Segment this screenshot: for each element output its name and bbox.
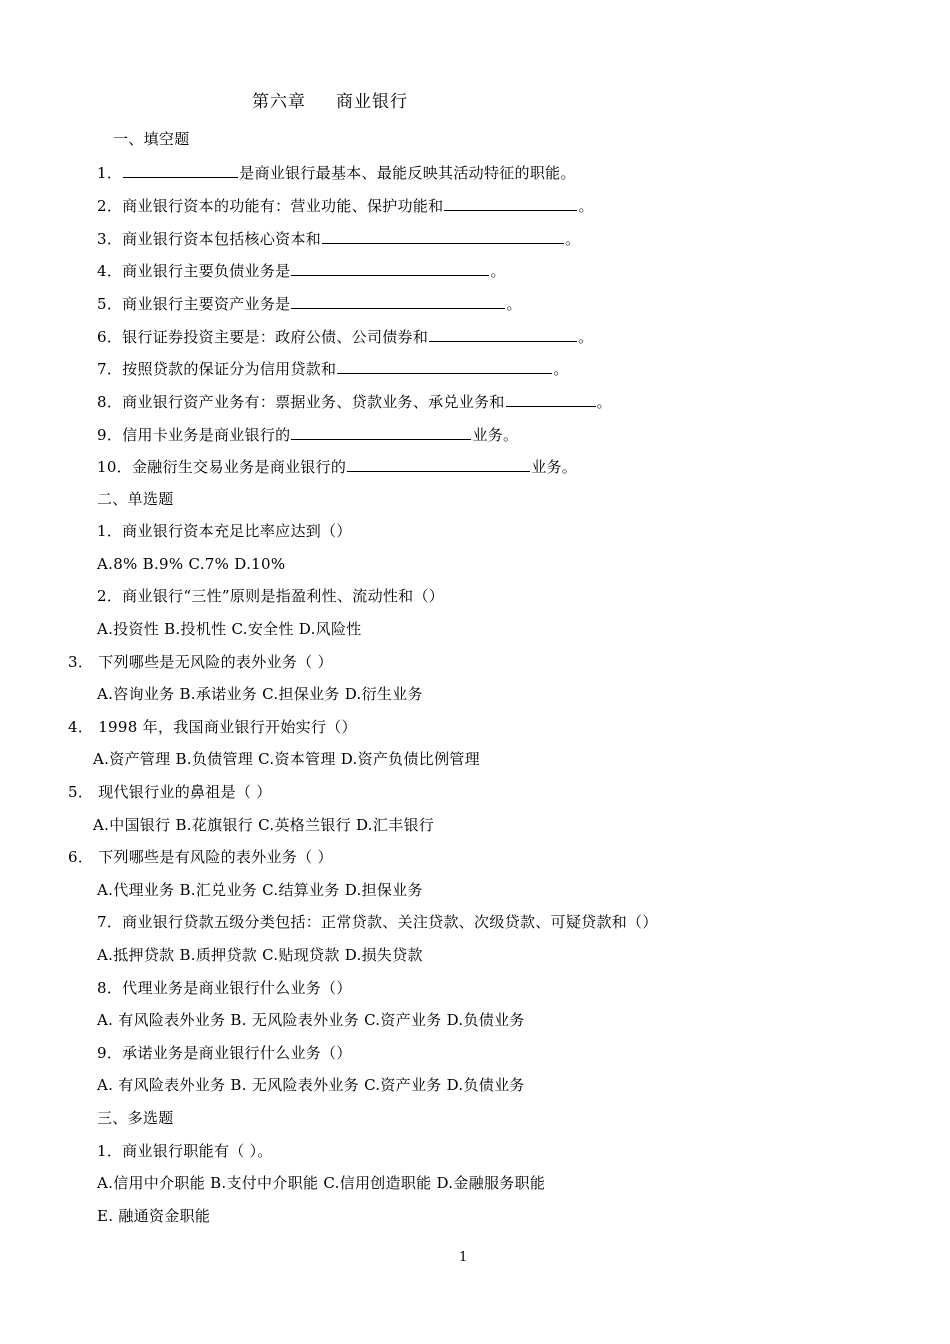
single-question-5: 5． 现代银行业的鼻祖是（ ） bbox=[68, 783, 272, 801]
answer-blank bbox=[291, 293, 505, 309]
fill-question-5: 5．商业银行主要资产业务是 。 bbox=[97, 295, 522, 313]
single-question-2: 2．商业银行“三性”原则是指盈利性、流动性和（） bbox=[97, 587, 445, 605]
fill-question-9: 9．信用卡业务是商业银行的 业务。 bbox=[97, 426, 519, 444]
answer-blank bbox=[123, 162, 238, 178]
answer-blank bbox=[506, 391, 596, 407]
page-number: 1 bbox=[459, 1250, 468, 1265]
multi-options-1: A.信用中介职能 B.支付中介职能 C.信用创造职能 D.金融服务职能 bbox=[97, 1174, 546, 1192]
fill-question-3: 3．商业银行资本包括核心资本和 。 bbox=[97, 230, 581, 248]
fill-question-7: 7．按照贷款的保证分为信用贷款和 。 bbox=[97, 360, 569, 378]
multi-question-1: 1．商业银行职能有（ ）。 bbox=[97, 1142, 273, 1160]
answer-blank bbox=[322, 228, 564, 244]
single-question-6: 6． 下列哪些是有风险的表外业务（ ） bbox=[68, 848, 333, 866]
multi-options-1-extra: E. 融通资金职能 bbox=[97, 1207, 211, 1225]
single-options-9: A. 有风险表外业务 B. 无风险表外业务 C.资产业务 D.负债业务 bbox=[97, 1076, 525, 1094]
answer-blank bbox=[444, 195, 577, 211]
answer-blank bbox=[347, 456, 530, 472]
answer-blank bbox=[291, 260, 489, 276]
single-options-7: A.抵押贷款 B.质押贷款 C.贴现贷款 D.损失贷款 bbox=[97, 946, 423, 964]
section-heading-multi: 三、多选题 bbox=[97, 1109, 174, 1127]
single-options-6: A.代理业务 B.汇兑业务 C.结算业务 D.担保业务 bbox=[97, 881, 423, 899]
section-heading-single: 二、单选题 bbox=[97, 490, 174, 508]
single-question-7: 7．商业银行贷款五级分类包括：正常贷款、关注贷款、次级贷款、可疑贷款和（） bbox=[97, 913, 658, 931]
fill-question-4: 4．商业银行主要负债业务是 。 bbox=[97, 262, 506, 280]
single-options-5: A.中国银行 B.花旗银行 C.英格兰银行 D.汇丰银行 bbox=[93, 816, 435, 834]
fill-question-1: 1． 是商业银行最基本、最能反映其活动特征的职能。 bbox=[97, 164, 576, 182]
single-question-8: 8．代理业务是商业银行什么业务（） bbox=[97, 979, 352, 997]
answer-blank bbox=[291, 424, 471, 440]
answer-blank bbox=[337, 358, 552, 374]
single-question-4: 4． 1998 年，我国商业银行开始实行（） bbox=[68, 718, 357, 736]
section-heading-fill: 一、填空题 bbox=[113, 130, 190, 148]
single-options-1: A.8% B.9% C.7% D.10% bbox=[97, 555, 286, 573]
single-question-1: 1．商业银行资本充足比率应达到（） bbox=[97, 522, 352, 540]
single-options-8: A. 有风险表外业务 B. 无风险表外业务 C.资产业务 D.负债业务 bbox=[97, 1011, 525, 1029]
single-options-3: A.咨询业务 B.承诺业务 C.担保业务 D.衍生业务 bbox=[97, 685, 423, 703]
fill-question-6: 6．银行证券投资主要是：政府公债、公司债券和 。 bbox=[97, 328, 594, 346]
single-options-4: A.资产管理 B.负债管理 C.资本管理 D.资产负债比例管理 bbox=[93, 750, 480, 768]
single-question-9: 9．承诺业务是商业银行什么业务（） bbox=[97, 1044, 352, 1062]
chapter-title bbox=[252, 92, 408, 112]
single-options-2: A.投资性 B.投机性 C.安全性 D.风险性 bbox=[97, 620, 362, 638]
single-question-3: 3． 下列哪些是无风险的表外业务（ ） bbox=[68, 653, 333, 671]
fill-question-2: 2．商业银行资本的功能有：营业功能、保护功能和 。 bbox=[97, 197, 594, 215]
fill-question-8: 8．商业银行资产业务有：票据业务、贷款业务、承兑业务和 。 bbox=[97, 393, 612, 411]
chapter-number: 第六章 bbox=[252, 92, 306, 112]
fill-question-10: 10．金融衍生交易业务是商业银行的 业务。 bbox=[97, 458, 578, 476]
chapter-name: 商业银行 bbox=[336, 92, 408, 112]
answer-blank bbox=[429, 326, 577, 342]
